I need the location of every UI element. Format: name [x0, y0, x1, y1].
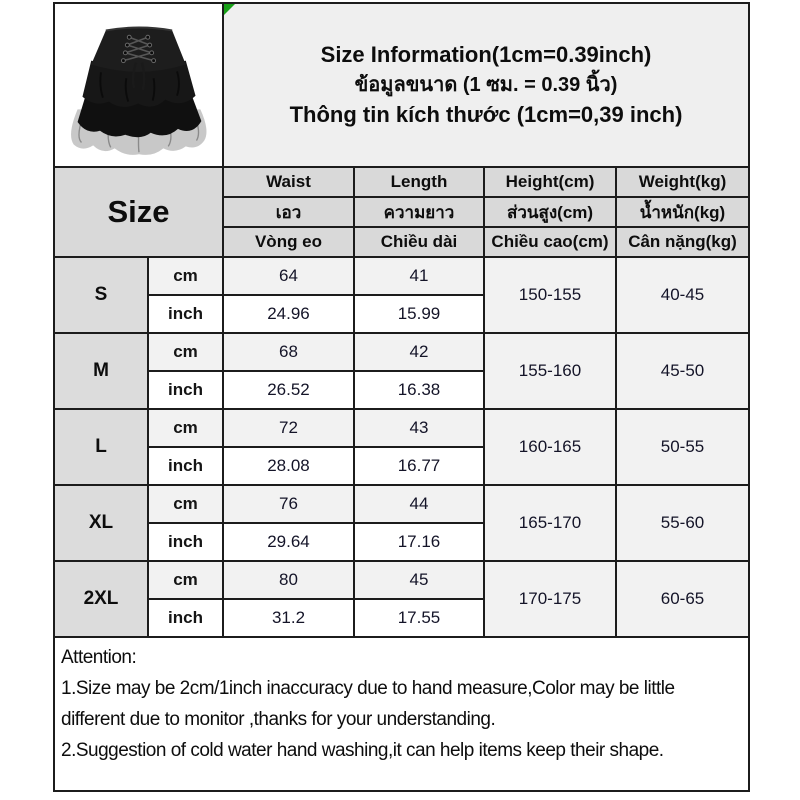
- unit-label-cm: cm: [148, 333, 223, 371]
- waist-value-inch: 29.64: [223, 523, 354, 561]
- size-label: M: [54, 333, 148, 409]
- waist-header-en: Waist: [223, 167, 354, 197]
- top-section: [54, 3, 749, 167]
- unit-label-cm: cm: [148, 409, 223, 447]
- weight-header-en: Weight(kg): [616, 167, 749, 197]
- length-value-cm: 42: [354, 333, 484, 371]
- length-value-inch: 16.38: [354, 371, 484, 409]
- weight-range: 45-50: [616, 333, 749, 409]
- waist-header-vi: Vòng eo: [223, 227, 354, 257]
- length-value-cm: 45: [354, 561, 484, 599]
- weight-range: 40-45: [616, 257, 749, 333]
- unit-label-inch: inch: [148, 447, 223, 485]
- waist-value-inch: 31.2: [223, 599, 354, 637]
- height-header-vi: Chiều cao(cm): [484, 227, 616, 257]
- waist-value-inch: 28.08: [223, 447, 354, 485]
- length-header-th: ความยาว: [354, 197, 484, 227]
- length-header-en: Length: [354, 167, 484, 197]
- attention-heading: Attention:: [61, 647, 137, 668]
- unit-label-inch: inch: [148, 523, 223, 561]
- attention-box: [54, 637, 749, 791]
- unit-label-cm: cm: [148, 561, 223, 599]
- length-value-cm: 44: [354, 485, 484, 523]
- attention-line-1: 1.Size may be 2cm/1inch inaccuracy due to hand measure,Color may be little different due to monitor ,thanks for your understanding.: [61, 678, 675, 730]
- waist-value-inch: 24.96: [223, 295, 354, 333]
- header-row-en: [54, 167, 749, 197]
- table-row: [54, 333, 749, 371]
- title-vi: Thông tin kích thước (1cm=0,39 inch): [289, 102, 683, 127]
- height-header-en: Height(cm): [484, 167, 616, 197]
- table-row: [54, 485, 749, 523]
- length-value-inch: 17.55: [354, 599, 484, 637]
- waist-value-inch: 26.52: [223, 371, 354, 409]
- weight-header-vi: Cân nặng(kg): [616, 227, 749, 257]
- weight-range: 50-55: [616, 409, 749, 485]
- size-label: L: [54, 409, 148, 485]
- cell-corner-marker-icon: [224, 4, 235, 15]
- size-table: [53, 2, 750, 792]
- unit-label-inch: inch: [148, 295, 223, 333]
- height-range: 170-175: [484, 561, 616, 637]
- unit-label-inch: inch: [148, 599, 223, 637]
- table-row: [54, 257, 749, 295]
- height-range: 165-170: [484, 485, 616, 561]
- height-range: 150-155: [484, 257, 616, 333]
- title-th: ข้อมูลขนาด (1 ซม. = 0.39 นิ้ว): [354, 74, 618, 96]
- height-range: 155-160: [484, 333, 616, 409]
- title-block: [223, 3, 749, 167]
- length-value-cm: 41: [354, 257, 484, 295]
- height-header-th: ส่วนสูง(cm): [484, 197, 616, 227]
- skirt-image: [57, 8, 220, 162]
- length-value-cm: 43: [354, 409, 484, 447]
- length-value-inch: 16.77: [354, 447, 484, 485]
- height-range: 160-165: [484, 409, 616, 485]
- length-header-vi: Chiều dài: [354, 227, 484, 257]
- size-label: S: [54, 257, 148, 333]
- waist-value-cm: 72: [223, 409, 354, 447]
- size-label: 2XL: [54, 561, 148, 637]
- length-value-inch: 17.16: [354, 523, 484, 561]
- size-label: XL: [54, 485, 148, 561]
- attention-line-2: 2.Suggestion of cold water hand washing,it can help items keep their shape.: [61, 740, 664, 761]
- unit-label-cm: cm: [148, 257, 223, 295]
- table-row: [54, 409, 749, 447]
- size-header: Size: [54, 167, 223, 257]
- waist-header-th: เอว: [223, 197, 354, 227]
- unit-label-inch: inch: [148, 371, 223, 409]
- size-chart-sheet: [53, 2, 750, 792]
- weight-range: 60-65: [616, 561, 749, 637]
- title-en: Size Information(1cm=0.39inch): [320, 42, 652, 67]
- waist-value-cm: 80: [223, 561, 354, 599]
- waist-value-cm: 76: [223, 485, 354, 523]
- weight-header-th: น้ำหนัก(kg): [616, 197, 749, 227]
- product-photo: [54, 3, 223, 167]
- length-value-inch: 15.99: [354, 295, 484, 333]
- unit-label-cm: cm: [148, 485, 223, 523]
- weight-range: 55-60: [616, 485, 749, 561]
- table-row: [54, 561, 749, 599]
- waist-value-cm: 68: [223, 333, 354, 371]
- footer-section: [54, 637, 749, 791]
- waist-value-cm: 64: [223, 257, 354, 295]
